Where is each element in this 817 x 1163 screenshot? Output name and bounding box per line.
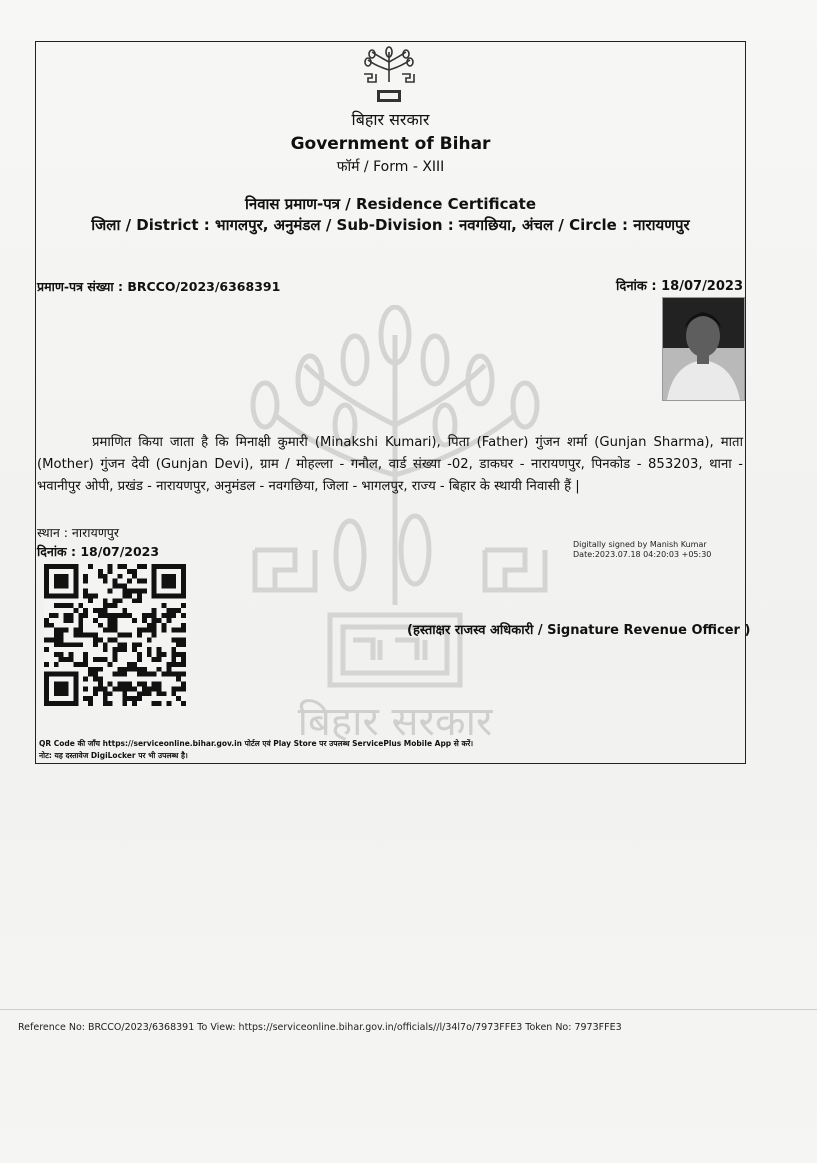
certificate-title: निवास प्रमाण-पत्र / Residence Certificate <box>244 195 537 213</box>
certificate-body: प्रमाणित किया जाता है कि मिनाक्षी कुमारी (Minakshi Kumari), पिता (Father) गुंजन शर्मा (Gunjan Sharma), माता (Mother) गुंजन देवी (Gunjan Devi), ग्राम / मोहल्ला - गनौल, वार्ड संख्या -02, डाकघर - नारायणपुर, पिनकोड - 853203, थाना - भवानीपुर ओपी, प्रखंड - नारायणपुर, अनुमंडल - नवगछिया, जिला - भागलपुर, राज्य - बिहार के स्थायी निवासी हैं | <box>37 435 743 494</box>
bihar-emblem-icon <box>360 46 418 106</box>
issue-date-bottom: दिनांक : 18/07/2023 <box>37 544 160 559</box>
place: स्थान : नारायणपुर <box>37 525 119 540</box>
digital-signature <box>573 540 711 560</box>
form-number: फॉर्म / Form - XIII <box>336 159 445 175</box>
government-hindi-title: बिहार सरकार <box>351 110 430 129</box>
applicant-photo <box>662 297 745 401</box>
person-photo-icon <box>663 298 744 400</box>
qr-code-icon[interactable] <box>44 564 186 706</box>
certificate-number: प्रमाण-पत्र संख्या : BRCCO/2023/6368391 <box>37 279 281 294</box>
digital-signature-date: Date:2023.07.18 04:20:03 +05:30 <box>573 550 712 559</box>
footer-divider <box>0 1009 817 1010</box>
digilocker-note: नोट: यह दस्तावेज DigiLocker पर भी उपलब्ध है। <box>39 751 188 760</box>
signature-officer: (हस्ताक्षर राजस्व अधिकारी / Signature Revenue Officer ) <box>407 623 751 638</box>
qr-verification-note: QR Code की जाँच https://serviceonline.bihar.gov.in पोर्टल एवं Play Store पर उपलब्ध ServicePlus Mobile App से करें। <box>39 739 474 748</box>
digital-signature-name: Digitally signed by Manish Kumar <box>573 540 707 549</box>
issue-date-top: दिनांक : 18/07/2023 <box>616 279 743 294</box>
district-line: जिला / District : भागलपुर, अनुमंडल / Sub-Division : नवगछिया, अंचल / Circle : नारायणपुर <box>91 216 690 234</box>
watermark-emblem-icon <box>235 305 555 745</box>
government-english-title: Government of Bihar <box>290 134 491 154</box>
watermark-text: बिहार सरकार <box>297 699 493 745</box>
footer-reference: Reference No: BRCCO/2023/6368391 To View: https://serviceonline.bihar.gov.in/officials//l/34l7o/7973FFE3 Token No: 7973FFE3 <box>18 1022 622 1033</box>
